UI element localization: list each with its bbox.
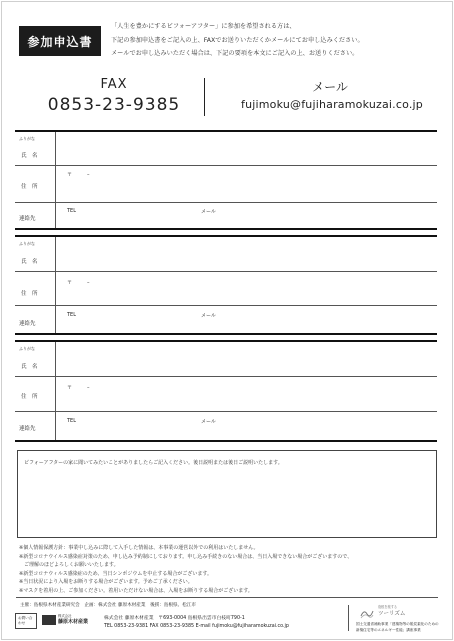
tel-field[interactable]: TEL [67,312,76,318]
block-bottom-rule [15,440,437,442]
row-rule [15,411,437,412]
fax-number: 0853-23-9385 [47,95,181,115]
logo-mark-icon [42,615,56,625]
label-column-rule [55,237,56,333]
organizer-text: 主催：島根県木材産業研究会 企画：株式会社 藤原木材産業 後援：島根県、松江市 [20,603,197,608]
inquiry-box: お問い合わせ [15,613,37,629]
intro-line: 下記の参加申込書をご記入の上、FAXでお送りいただくかメールにてお申し込みください。 [111,36,364,44]
intro-text [111,20,441,61]
mail-label: メール [312,80,348,94]
address-label: 住 所 [21,184,38,190]
company-logo [42,613,100,626]
contact-divider [204,78,205,116]
sponsor-note-2: 新築住宅等のエネルギー性能」講座事業 [356,628,421,632]
tel-field[interactable]: TEL [67,418,76,424]
fax-label: FAX [100,77,128,92]
note-item: ※当日状況により入場をお断りする場合がございます。予めご了承ください。 [19,579,193,586]
postal-field[interactable]: 〒 – [67,172,90,178]
company-contact: TEL 0853-23-9381 FAX 0853-23-9385 E-mail fujimoku@fujiharamokuzai.co.jp [104,624,289,629]
sponsor-note-1: 国土交通省補助事業「建築物等の脱炭素化のための [356,622,439,626]
mail-field[interactable]: メール [201,419,216,425]
note-item: ※個人情報保護方針：事業中し込みに際して入手した情報は、本事業の運営以外での利用はいたしません。 [19,545,259,551]
intro-line: 「人生を豊かにするビフォーアフター」に参加を希望される方は、 [111,23,296,30]
intro-line: メールでお申し込みいただく場合は、下記の要項を本文にご記入の上、お送りください。 [111,50,359,57]
name-label: 氏 名 [21,153,38,159]
tourism-name: ツーリズム [378,611,406,617]
footer-rule [16,597,438,598]
furigana-label: ふりがな [19,346,35,351]
block-top-rule [15,340,437,342]
furigana-label: ふりがな [19,136,35,141]
label-column-rule [55,342,56,440]
tel-field[interactable]: TEL [67,208,76,214]
notes-list [19,544,439,596]
footer-divider [348,605,349,631]
block-top-rule [15,235,437,237]
comment-prompt: ビフォーアフターの家に聞いてみたいことがありましたらご記入ください。後日説明または後日ご説明いたします。 [24,460,283,466]
entry-block-3 [15,340,437,442]
postal-field[interactable]: 〒 – [67,280,90,286]
logo-name: 藤原木材産業 [58,619,89,625]
row-rule [15,202,437,203]
entry-block-2 [15,235,437,335]
tourism-sub: 島根を旅する [378,605,398,609]
row-rule [15,165,437,166]
block-bottom-rule [15,228,437,230]
footer [0,597,454,641]
logo-sub: 株式会社 [58,614,72,618]
name-label: 氏 名 [21,259,38,265]
contact-label: 連絡先 [19,216,36,222]
row-rule [15,305,437,306]
note-item: ※新型コロナウイルス感染症対策のため、申し込み予約制にしております。申し込み手続きのない場合は、当日入場できない場合がございますので、 [19,553,353,560]
wave-icon [360,607,374,619]
tourism-logo [360,604,430,620]
note-item: ※マスクを着用の上、ご参加ください。着用いただけない場合は、入場をお断りする場合がございます。 [19,587,253,594]
postal-field[interactable]: 〒 – [67,385,90,391]
address-label: 住 所 [21,291,38,297]
entry-block-1 [15,130,437,230]
row-rule [15,376,437,377]
contact-label: 連絡先 [19,321,36,327]
row-rule [15,271,437,272]
furigana-label: ふりがな [19,241,35,246]
mail-address[interactable]: fujimoku@fujiharamokuzai.co.jp [241,98,423,111]
address-label: 住 所 [21,394,38,400]
form-title-badge: 参加申込書 [19,26,101,56]
contact-label: 連絡先 [19,426,36,432]
block-bottom-rule [15,333,437,335]
label-column-rule [55,132,56,228]
comment-box[interactable] [17,450,437,538]
mail-field[interactable]: メール [201,209,216,215]
note-item: ※新型コロナウィルス感染症のため、当日シンポジウムを中止する場合がございます。 [19,570,212,577]
mail-field[interactable]: メール [201,313,216,319]
block-top-rule [15,130,437,132]
note-item: ご理解のほどよろしくお願いいたします。 [19,562,119,569]
name-label: 氏 名 [21,364,38,370]
company-address: 株式会社 藤原木材産業 〒693-0004 島根県出雲市白枝町790-1 [104,616,245,621]
